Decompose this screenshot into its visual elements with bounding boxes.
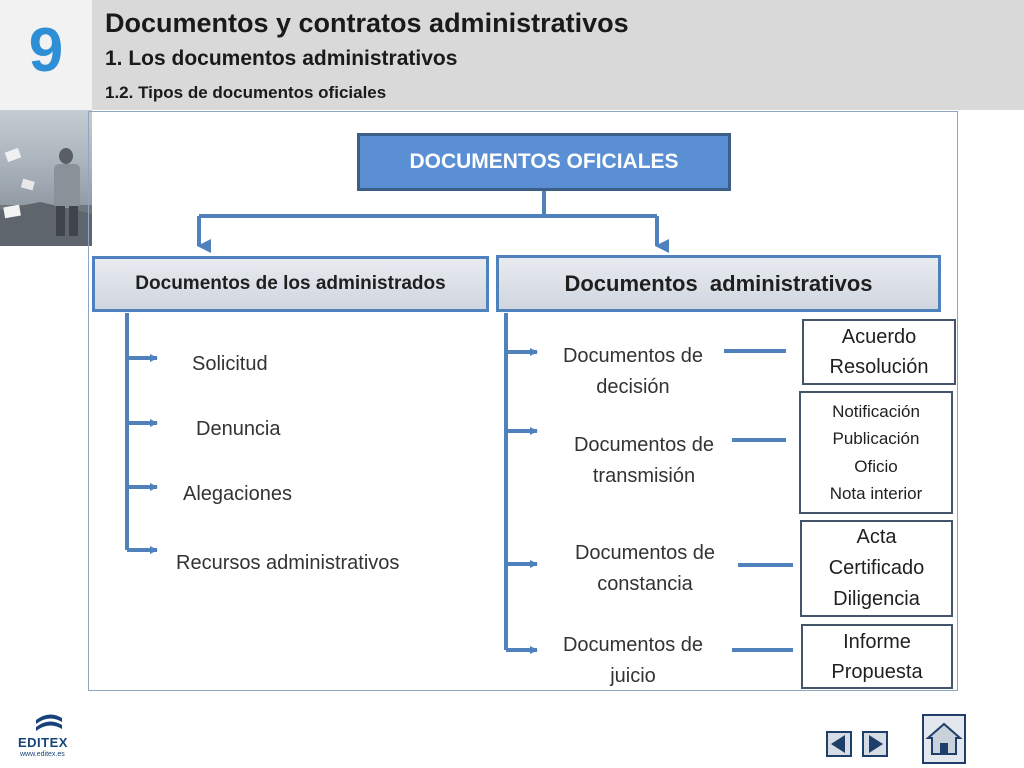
group-label-juicio bbox=[548, 630, 718, 692]
home-button[interactable] bbox=[922, 714, 966, 764]
group-label-transmision bbox=[559, 430, 729, 492]
group-label-line: Documentos de bbox=[562, 345, 704, 367]
next-slide-button[interactable] bbox=[862, 731, 888, 757]
prev-slide-button[interactable] bbox=[826, 731, 852, 757]
example-item: Diligencia bbox=[833, 588, 920, 610]
example-item: Acta bbox=[856, 526, 897, 548]
examples-decision bbox=[802, 319, 956, 385]
group-label-line: Documentos de bbox=[562, 634, 704, 656]
left-branch-node: Documentos de los administrados bbox=[92, 256, 489, 312]
home-icon bbox=[924, 716, 964, 762]
group-label-decision bbox=[548, 341, 718, 403]
root-node: DOCUMENTOS OFICIALES bbox=[357, 133, 731, 191]
example-item: Notificación bbox=[832, 401, 920, 421]
left-item-recursos: Recursos administrativos bbox=[176, 552, 400, 574]
example-item: Nota interior bbox=[829, 484, 923, 503]
example-item: Acuerdo bbox=[841, 326, 917, 348]
triangle-right-icon bbox=[864, 733, 886, 755]
right-branch-node: Documentos administrativos bbox=[496, 255, 941, 312]
triangle-left-icon bbox=[828, 733, 850, 755]
section-title: 1. Los documentos administrativos bbox=[105, 47, 458, 70]
group-label-constancia bbox=[560, 538, 730, 600]
left-item-alegaciones: Alegaciones bbox=[183, 483, 292, 505]
editex-logo-icon bbox=[34, 712, 64, 736]
examples-juicio bbox=[801, 624, 953, 689]
group-label-line: Documentos de bbox=[573, 434, 715, 456]
examples-transmision bbox=[799, 391, 953, 514]
left-item-denuncia: Denuncia bbox=[196, 418, 281, 440]
subsection-title: 1.2. Tipos de documentos oficiales bbox=[105, 83, 387, 102]
example-item: Propuesta bbox=[831, 660, 923, 683]
group-label-line: Documentos de bbox=[574, 542, 716, 564]
group-label-line: juicio bbox=[610, 665, 656, 687]
example-item: Informe bbox=[843, 630, 911, 653]
example-item: Certificado bbox=[828, 557, 925, 579]
page-title: Documentos y contratos administrativos bbox=[105, 8, 629, 38]
group-label-line: transmisión bbox=[592, 465, 696, 487]
group-label-line: decisión bbox=[596, 376, 670, 398]
group-label-line: constancia bbox=[597, 573, 693, 595]
left-item-solicitud: Solicitud bbox=[192, 353, 268, 375]
examples-constancia bbox=[800, 520, 953, 617]
editex-logo-text: EDITEX bbox=[18, 735, 68, 750]
example-item: Publicación bbox=[832, 429, 920, 448]
example-item: Oficio bbox=[854, 456, 898, 476]
chapter-number: 9 bbox=[28, 16, 64, 85]
editex-url: www.editex.es bbox=[20, 751, 65, 758]
example-item: Resolución bbox=[829, 356, 929, 378]
